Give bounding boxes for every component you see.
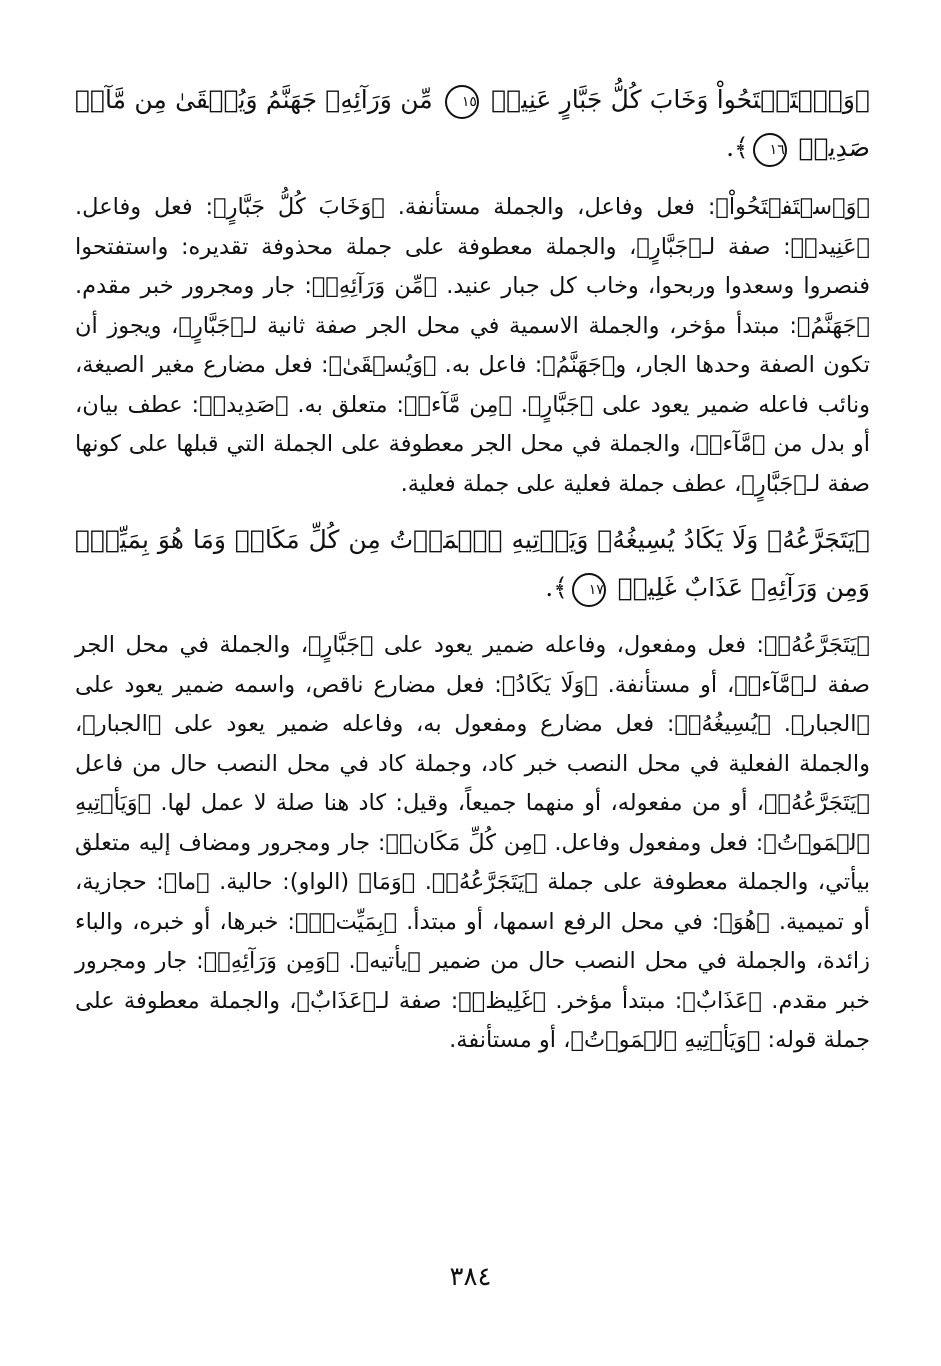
explanation-1: ﴿وَٱسۡتَفۡتَحُواْ﴾: فعل وفاعل، والجملة مستأنفة. ﴿وَخَابَ كُلُّ جَبَّارٍ﴾: فعل وفاعل. ﴿عَنِيدٖ﴾: صفة لـ﴿جَبَّارٍ﴾، والجملة معطوفة على جملة محذوفة تقديره: واستفتحوا فنصروا وسعدوا وربحوا، وخاب كل جبار عنيد. ﴿مِّن وَرَآئِهِۦ﴾: جار ومجرور خبر مقدم. ﴿جَهَنَّمُ﴾: مبتدأ مؤخر، والجملة الاسمية في محل الجر صفة ثانية لـ﴿جَبَّارٍ﴾، ويجوز أن تكون الصفة وحدها الجار، و﴿جَهَنَّمُ﴾: فاعل به. ﴿وَيُسۡقَىٰ﴾: فعل مضارع مغير الصيغة، ونائب فاعله ضمير يعود على ﴿جَبَّارٍ﴾. ﴿مِن مَّآءٖ﴾: متعلق به. ﴿صَدِيدٖ﴾: عطف بيان، أو بدل من ﴿مَّآءٖ﴾، والجملة في محل الجر معطوفة على الجملة التي قبلها على كونها صفة لـ﴿جَبَّارٍ﴾، عطف جملة فعلية على جملة فعلية. (75, 194, 870, 497)
ayah-number-15: ١٥ (445, 85, 479, 119)
verse-17-text: ﴿يَتَجَرَّعُهُۥ وَلَا يَكَادُ يُسِيغُهُۥ وَيَأۡتِيهِ ٱلۡمَوۡتُ مِن كُلِّ مَكَانٖ وَمَا هُوَ بِمَيِّتٖۖ وَمِن وَرَآئِهِۦ عَذَابٌ غَلِيظٞ (75, 525, 870, 602)
verse-16-text-a: ﴿وَٱسۡتَفۡتَحُواْ وَخَابَ كُلُّ جَبَّارٍ عَنِيدٖ (491, 85, 870, 114)
verse-17-end: ﴾. (545, 573, 568, 602)
verse-16-end: ﴾. (726, 133, 749, 162)
page-content (75, 70, 870, 1061)
verse-17 (75, 516, 870, 612)
page-number: ٣٨٤ (449, 1262, 492, 1292)
verse-16 (75, 76, 870, 172)
ayah-number-17: ١٧ (572, 573, 606, 607)
verse-16-text-b: مِّن وَرَآئِهِۦ جَهَنَّمُ وَيُسۡقَىٰ مِن مَّآءٖ صَدِيدٖ (75, 85, 870, 162)
explanation-2: ﴿يَتَجَرَّعُهُۥ﴾: فعل ومفعول، وفاعله ضمير يعود على ﴿جَبَّارٍ﴾، والجملة في محل الجر صفة لـ﴿مَّآءٖ﴾، أو مستأنفة. ﴿وَلَا يَكَادُ﴾: فعل مضارع ناقص، واسمه ضمير يعود على ﴿الجبار﴾. ﴿يُسِيغُهُۥ﴾: فعل مضارع ومفعول به، وفاعله ضمير يعود على ﴿الجبار﴾، والجملة الفعلية في محل النصب خبر كاد، وجملة كاد في محل النصب حال من فاعل ﴿يَتَجَرَّعُهُۥ﴾، أو من مفعوله، أو منهما جميعاً، وقيل: كاد هنا صلة لا عمل لها. ﴿وَيَأۡتِيهِ ٱلۡمَوۡتُ﴾: فعل ومفعول وفاعل. ﴿مِن كُلِّ مَكَانٖ﴾: جار ومجرور ومضاف إليه متعلق بيأتي، والجملة معطوفة على جملة ﴿يَتَجَرَّعُهُۥ﴾. ﴿وَمَا﴾ (الواو): حالية. ﴿ما﴾: حجازية، أو تميمية. ﴿هُوَ﴾: في محل الرفع اسمها، أو مبتدأ. ﴿بِمَيِّتٖۖ﴾: خبرها، أو خبره، والباء زائدة، والجملة في محل النصب حال من ضمير ﴿يأتيه﴾. ﴿وَمِن وَرَآئِهِۦ﴾: جار ومجرور خبر مقدم. ﴿عَذَابٌ﴾: مبتدأ مؤخر. ﴿غَلِيظٞ﴾: صفة لـ﴿عَذَابٌ﴾، والجملة معطوفة على جملة قوله: ﴿وَيَأۡتِيهِ ٱلۡمَوۡتُ﴾، أو مستأنفة. (75, 632, 870, 1053)
ayah-number-16: ١٦ (753, 133, 787, 167)
